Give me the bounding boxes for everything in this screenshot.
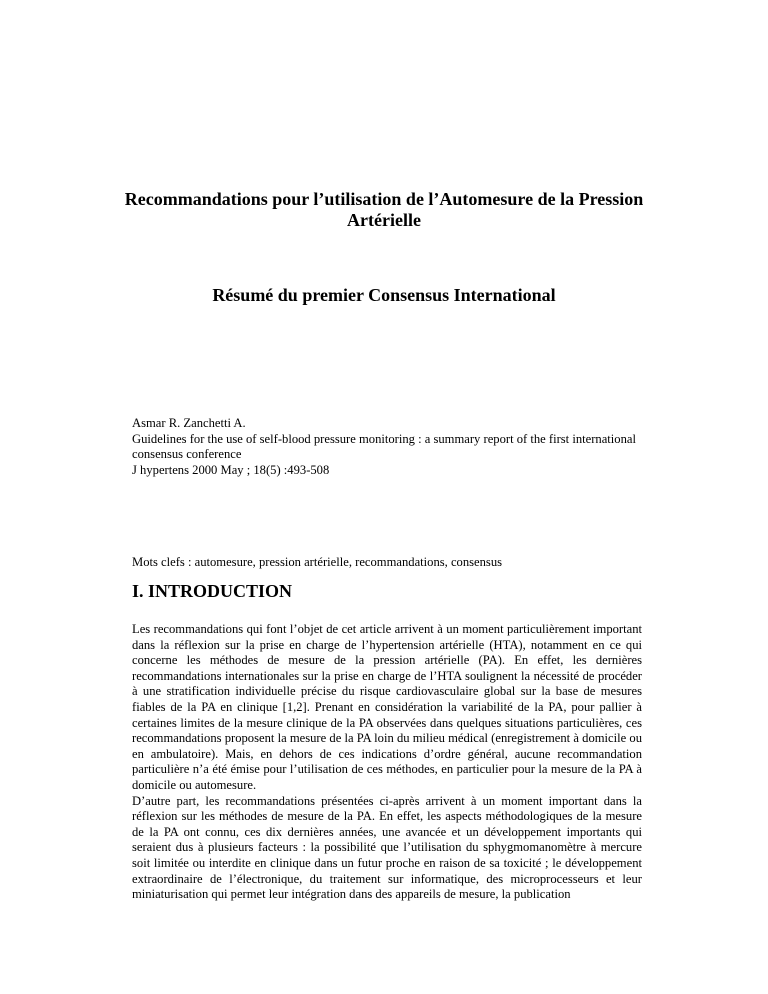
reference-article-title: Guidelines for the use of self-blood pressure monitoring : a summary report of the first international consensus conference xyxy=(132,431,636,462)
reference-citation: J hypertens 2000 May ; 18(5) :493-508 xyxy=(132,462,330,477)
section-heading: I. INTRODUCTION xyxy=(132,581,293,601)
reference-authors: Asmar R. Zanchetti A. xyxy=(132,416,246,430)
paragraph: D’autre part, les recommandations présentées ci-après arrivent à un moment important dans la réflexion sur les méthodes de mesure de la PA. En effet, les aspects méthodologiques de la mesure de la PA ont connu, ces dix dernières années, une avancée et un développement importants qui seraient dus à plusieurs facteurs : la possibilité que l’utilisation du sphygmomanomètre à mercure soit limitée ou interdite en clinique dans un futur proche en raison de sa toxicité ; le développement extraordinaire de l’électronique, du traitement sur informatique, des microprocesseurs et leur miniaturisation qui permet leur intégration dans des appareils de mesure, la publication xyxy=(132,793,642,902)
document-subtitle: Résumé du premier Consensus International xyxy=(212,285,556,305)
reference-block xyxy=(132,416,652,478)
section-body xyxy=(132,622,642,903)
paragraph: Les recommandations qui font l’objet de cet article arrivent à un moment particulièrement important dans la réflexion sur la prise en charge de l’hypertension artérielle (HTA), notamment en ce qui concerne les méthodes de mesure de la pression artérielle (PA). En effet, les dernières recommandations internationales sur la prise en charge de l’HTA soulignent la nécessité de procéder à une stratification individuelle précise du risque cardiovasculaire global sur la base de mesures fiables de la PA en clinique [1,2]. Prenant en considération la variabilité de la PA, pour pallier à certaines limites de la mesure clinique de la PA observées dans quelques situations particulières, ces recommandations proposent la mesure de la PA loin du milieu médical (enregistrement à domicile ou en ambulatoire). Mais, en dehors de ces indications d’ordre général, aucune recommandation particulière n’a été émise pour l’utilisation de ces méthodes, en particulier pour la mesure de la PA à domicile ou automesure. xyxy=(132,622,642,792)
document-title: Recommandations pour l’utilisation de l’Automesure de la Pression Artérielle xyxy=(124,189,644,230)
keywords-line: Mots clefs : automesure, pression artérielle, recommandations, consensus xyxy=(132,555,503,569)
